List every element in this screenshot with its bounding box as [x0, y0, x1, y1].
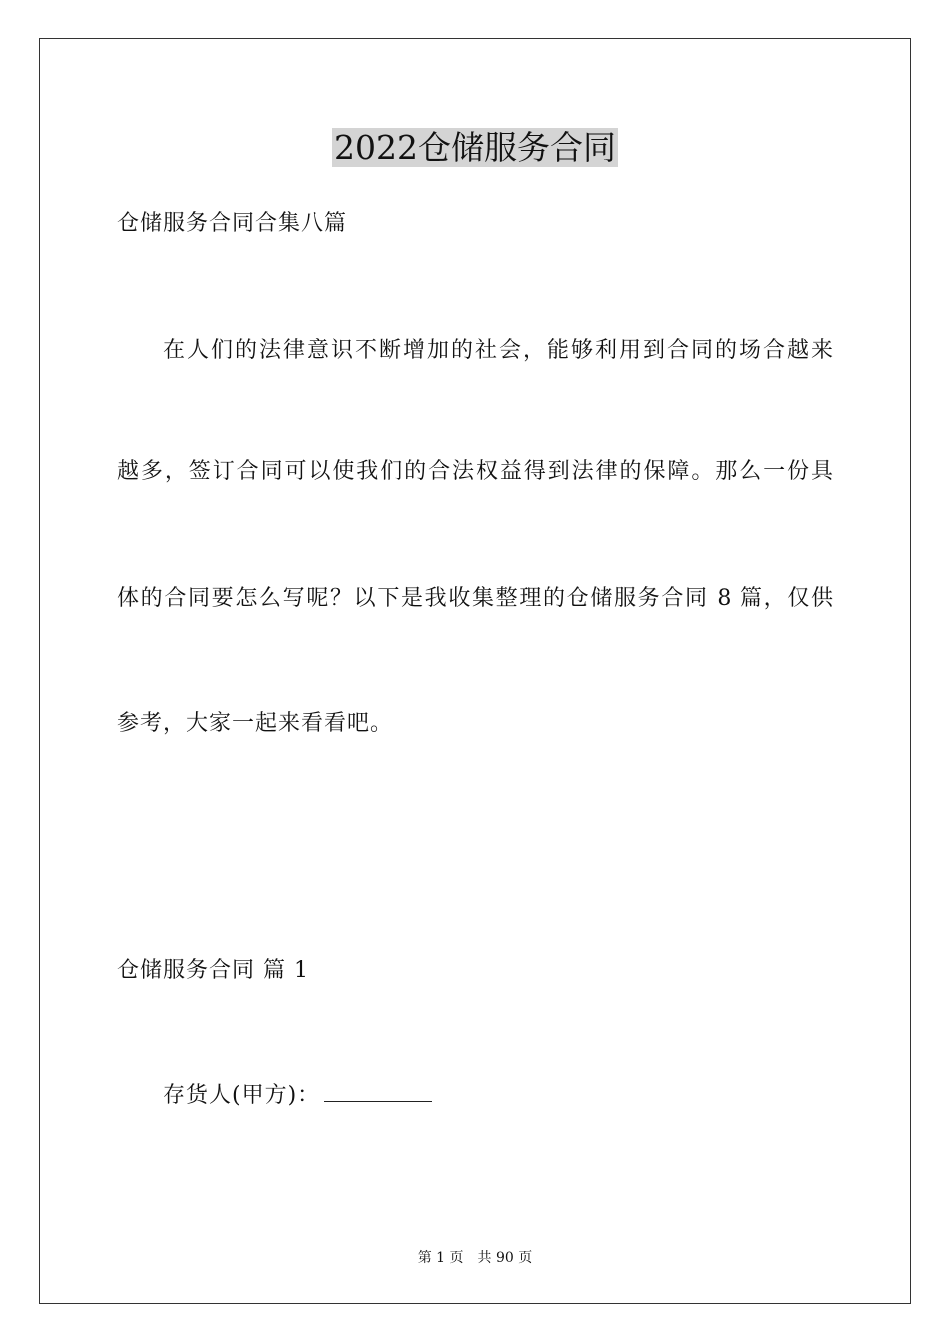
- party-a-label: 存货人(甲方)：: [163, 1083, 321, 1108]
- intro-line-4: 参考，大家一起来看看吧。: [117, 711, 394, 736]
- intro-line-2: 越多，签订合同可以使我们的合法权益得到法律的保障。那么一份具: [117, 459, 833, 484]
- section-heading: 仓储服务合同 篇 1: [117, 958, 309, 983]
- party-a-blank-field: [324, 1081, 432, 1102]
- page-total: 共 90 页: [477, 1250, 533, 1266]
- document-title: [0, 124, 950, 172]
- party-a-line: [163, 1081, 432, 1111]
- intro-line-1: 在人们的法律意识不断增加的社会，能够利用到合同的场合越来: [163, 338, 833, 363]
- document-subtitle: 仓储服务合同合集八篇: [117, 211, 348, 236]
- page-number: 第 1 页: [417, 1250, 464, 1266]
- page-footer: [0, 1248, 950, 1268]
- intro-line-3: 体的合同要怎么写呢？以下是我收集整理的仓储服务合同 8 篇，仅供: [117, 586, 833, 611]
- document-title-text: 2022仓储服务合同: [334, 128, 616, 167]
